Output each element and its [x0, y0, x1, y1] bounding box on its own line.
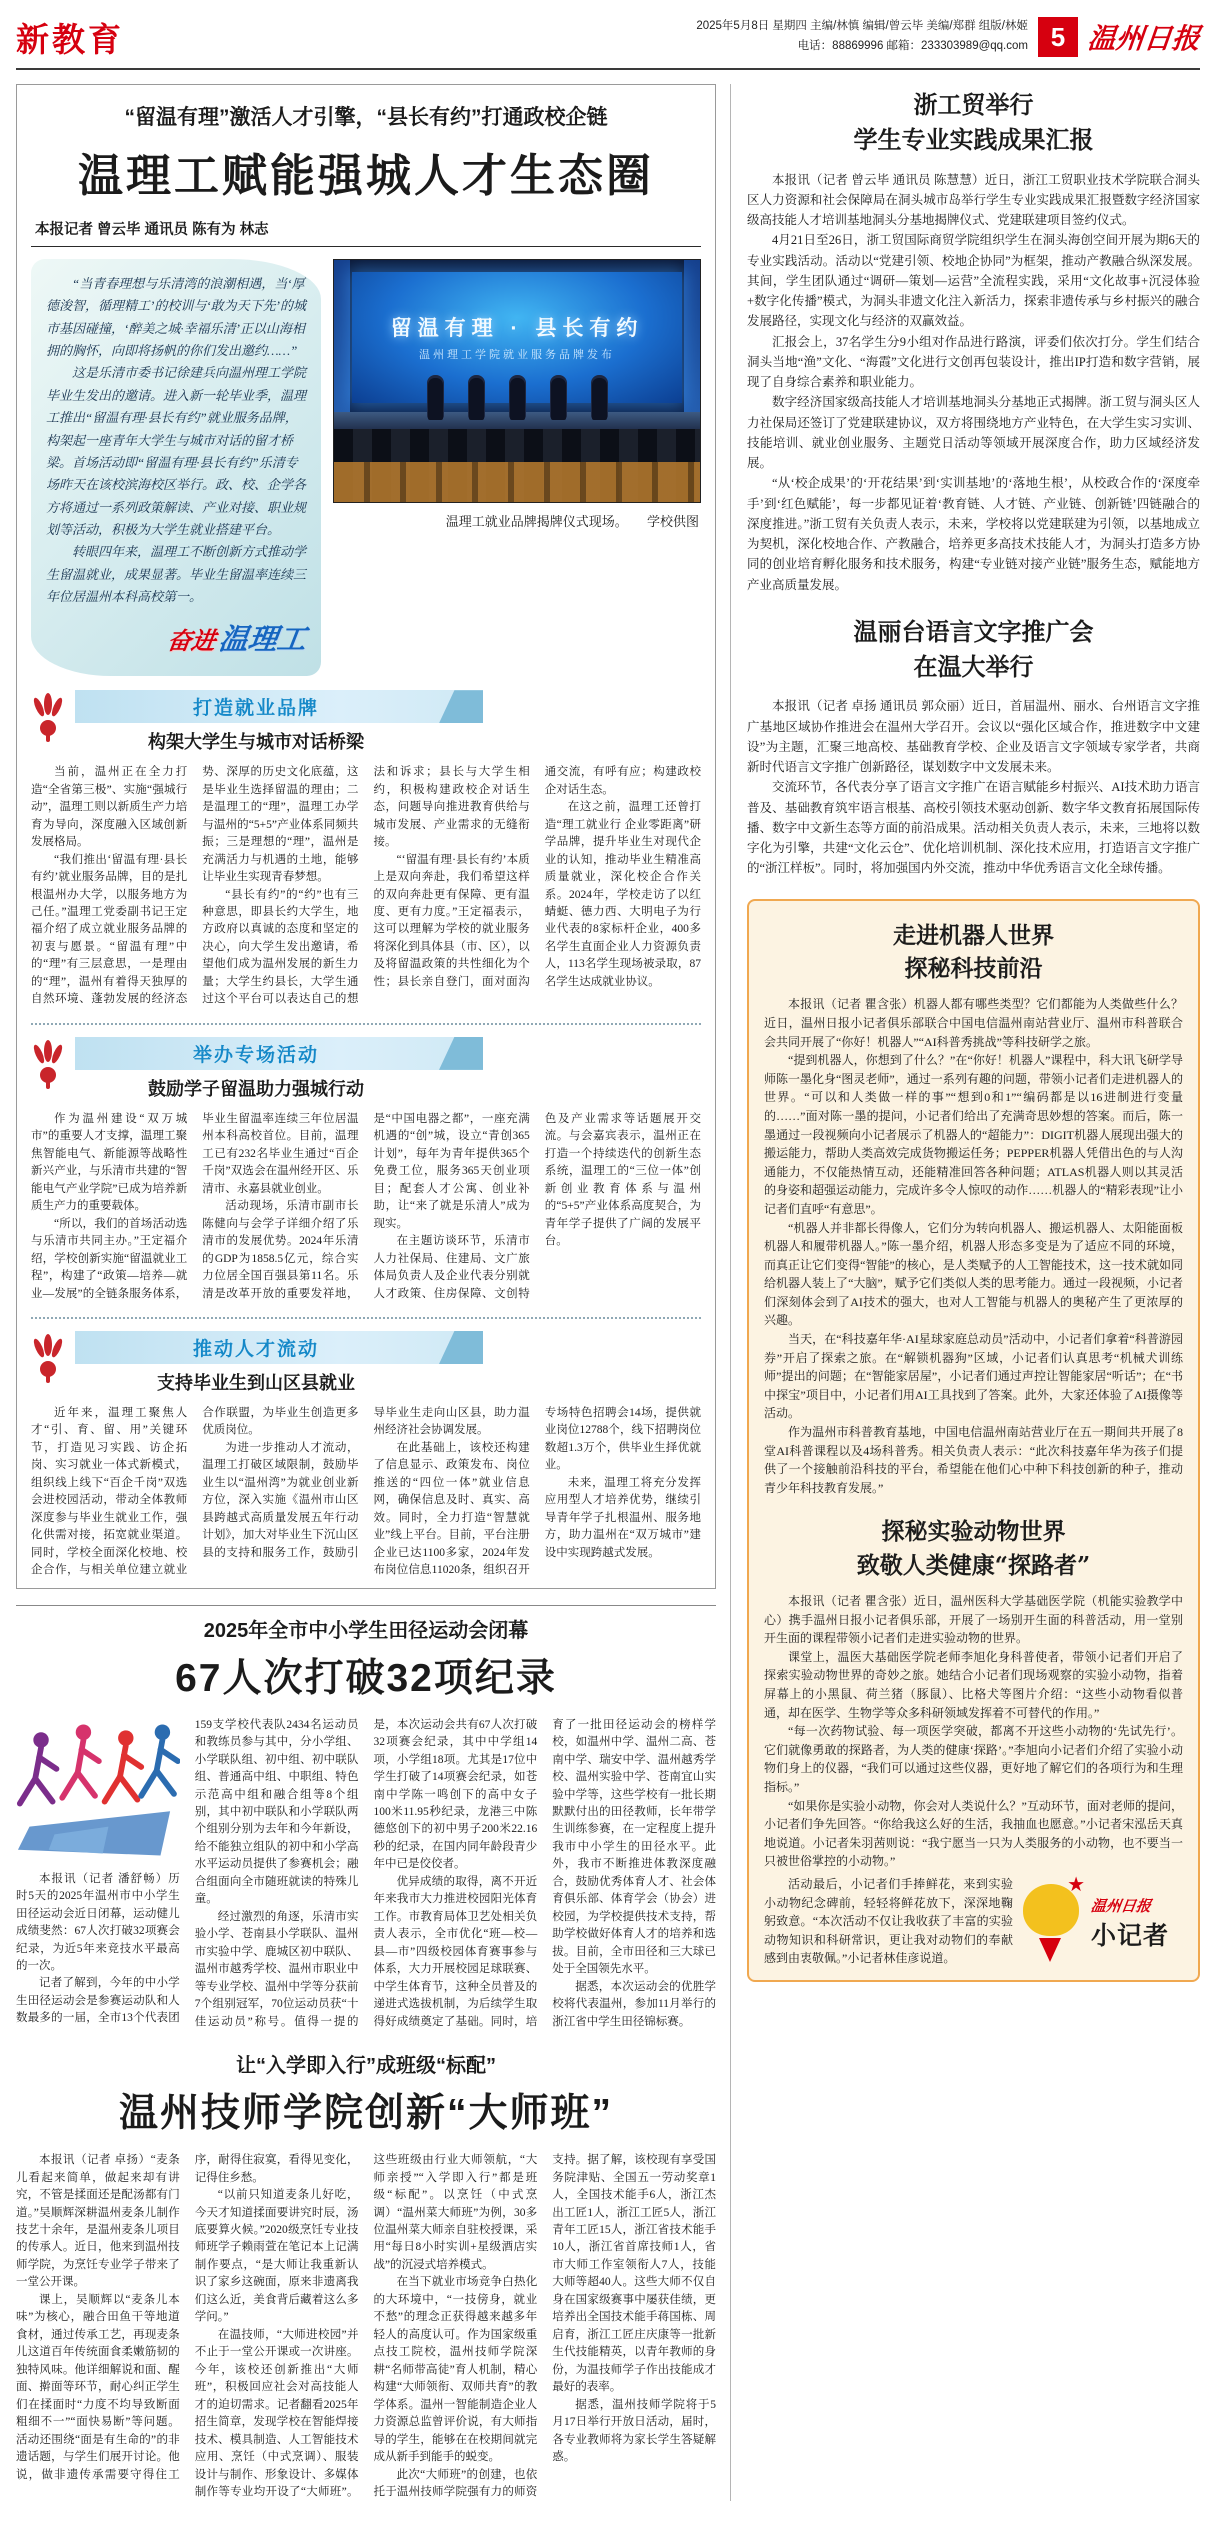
stage-people-silhouettes [334, 378, 700, 420]
right-article-paragraphs: 本报讯（记者 曾云毕 通讯员 陈慧慧）近日，浙江工贸职业技术学院联合洞头区人力资源和社会保障局在洞头城市岛举行学生专业实践成果汇报暨数字经济国家级高技能人才培训基地洞头分基地揭牌仪式、党建联建项目签约仪式。 4月21日至26日，浙工贸国际商贸学院组织学生在洞头海创空间开展为期6天的专业实践活动。活动以“党建引领、校地企协同”为框架，推动产教融合纵深发展。其间，学生团队通过“调研—策划—运营”全流程实践，采用“文化故事+沉浸体验+数字化传播”模式，为洞头非遗文化注入新活力，探索非遗传承与乡村振兴的融合发展路径，实现文化与经济的双赢效益。 汇报会上，37名学生分9小组对作品进行路演，评委们依次打分。学生们结合洞头当地“渔”文化、“海霞”文化进行文创再包装设计，推出IP打造和数字营销，展现了自身综合素养和职业能力。 数字经济国家级高技能人才培训基地洞头分基地正式揭牌。浙工贸与洞头区人力社保局还签订了党建联建协议，双方将围绕地方产业特色，在大学生实习实训、技能培训、就业创业服务、主题党日活动等领域开展深度合作，助力区域经济发展。 “从‘校企成果’的‘开花结果’到‘实训基地’的‘落地生根’，从校政合作的‘深度牵手’到‘红色赋能’，每一步都见证着‘教育链、人才链、产业链、创新链’四链融合的深度推进。”浙工贸有关负责人表示，未来，学校将以党建联建为引领，以基地成立为契机，深化校地合作、产教融合，培养更多高技术技能人才，为洞头打造多方协同的创业培育孵化服务和技术服务，构建“专业链对接产业链”服务生态，赋能地方产业高质量发展。 [747, 172, 1200, 592]
page-content [16, 84, 1200, 2501]
subsection-body [31, 1111, 701, 1303]
last-paragraph-text: 活动最后，小记者们手捧鲜花，来到实验小动物纪念碑前，轻轻将鲜花放下，深深地鞠躬致意。“本次活动不仅让我收获了丰富的实验动物知识和科研常识，更让我对动物们的奉献感到由衷敬佩。”小记者林佳彦说道。 [764, 1877, 1013, 1966]
subsection-banner [75, 1331, 483, 1364]
subsection-title: 推动人才流动 [192, 1338, 319, 1360]
subsection-title-block [75, 1037, 483, 1101]
college-paragraphs: 本报讯（记者 卓扬）“麦条儿看起来简单，做起来却有讲究，不管是揉面还是配汤都有门道。”吴顺辉深耕温州麦条儿制作技艺十余年，是温州麦条儿项目的传承人。近日，他来到温州技师学院，为烹饪专业学子带来了一堂公开课。 课上，吴顺辉以“麦条儿本味”为核心，融合田鱼干等地道食材，通过传承工艺，再现麦条儿这道百年传统面食柔嫩筋韧的独特风味。他详细解说和面、醒面、擀面等环节，耐心纠正学生们在揉面时“力度不均导致断面粗细不一”“面快易断”等问题。活动还围绕“面是有生命的”的非遗话题，与学生们展开讨论。他说，做非遗传承需要守得住工序，耐得住寂寞，看得见变化，记得住乡愁。 “以前只知道麦条儿好吃，今天才知道揉面要讲究时辰，汤底要算火候。”2020级烹饪专业技师班学子赖雨萱在笔记本上记满制作要点，“是大师让我重新认识了家乡这碗面，原来非遗离我们这么近，美食背后藏着这么多学问。” 在温技师，“大师进校园”并不止于一堂公开课或一次讲座。今年，该校还创新推出“大师班”，积极回应社会对高技能人才的迫切需求。记者翻看2025年招生简章，发现学校在智能焊接技术、模具制造、人工智能技术应用、烹饪（中式烹调）、服装设计与制作、形象设计、多媒体制作等专业均开设了“大师班”。这些班级由行业大师领航，“大师亲授”“入学即入行”都是班级“标配”。以烹饪（中式烹调）“温州菜大师班”为例，30多位温州菜大师亲自驻校授课，采用“每日8小时实训+星级酒店实战”的沉浸式培养模式。 在当下就业市场竞争白热化的大环境中，“一技傍身，就业不愁”的理念正获得越来越多年轻人的高度认可。作为国家级重点技工院校，温州技师学院深耕“名师带高徒”育人机制，精心构建“大师领衔、双师共育”的教学体系。温州一智能制造企业人力资源总监曾评价说，有大师指导的学生，能够在在校期间就完成从新手到能手的蜕变。 此次“大师班”的创建，也依托于温州技师学院强有力的师资支持。据了解，该校现有享受国务院津贴、全国五一劳动奖章1人，全国技术能手6人，浙江杰出工匠1人，浙江工匠5人，浙江青年工匠15人，浙江省技术能手10人，浙江省首席技师1人，省市大师工作室领衔人7人，技能大师等超40人。这些大师不仅自身在国家级赛事中屡获佳绩，更培养出全国技术能手蒋国栋、周启育，浙江工匠庄庆康等一批新生代技能精英，以青年教师的身份，为温技师学子作出技能成才最好的表率。 据悉，温州技师学院将于5月17日举行开放日活动，届时，各专业教师将为家长学生答疑解惑。 [16, 2154, 716, 2499]
box-spacer [764, 1497, 1183, 1511]
headline-line1: 浙工贸举行 [913, 90, 1034, 119]
mascot-label: 小记者 [1091, 1922, 1170, 1951]
dotted-divider [31, 1317, 701, 1319]
subsection-banner [75, 1037, 483, 1070]
newspaper-logo: 温州日报 [1086, 22, 1202, 55]
box-article-paragraphs: 本报讯（记者 瞿含张）机器人都有哪些类型？它们都能为人类做些什么？近日，温州日报小记者俱乐部联合中国电信温州南站营业厅、温州市科普联合会共同开展了“你好！机器人”“AI科普秀挑战”等科技研学之旅。 “提到机器人，你想到了什么？”在“你好！机器人”课程中，科大讯飞研学导师陈一墨化身“图灵老师”，通过一系列有趣的问题，带领小记者们走进机器人的世界。“可以和人类做一样的事”“想到0和1”“编码都是以16进制进行变量的……”面对陈一墨的提问，小记者们给出了充满奇思妙想的答案。而后，陈一墨通过一段视频向小记者展示了机器人的“超能力”：DIGIT机器人展现出强大的搬运能力，帮助人类高效完成货物搬运任务；PEPPER机器人凭借出色的与人沟通能力，不仅能热情互动，还能精准回答各种问题；ATLAS机器人则以其灵活的身姿和超强运动能力，完成许多令人惊叹的动作……机器人的“精彩表现”让小记者们直呼“有意思”。 “机器人并非都长得像人，它们分为转向机器人、搬运机器人、太阳能面板机器人和履带机器人。”陈一墨介绍，机器人形态多变是为了适应不同的环境，而真正让它们变得“智能”的核心，是人类赋予的人工智能技术，这一技术就如同给机器人装上了“大脑”，赋予它们类似人类的思考能力。通过一段视频，小记者们深刻体会到了AI技术的强大，也对人工智能与机器人的奥秘产生了更浓厚的兴趣。 当天，在“科技嘉年华·AI星球家庭总动员”活动中，小记者们拿着“科普游园券”开启了探索之旅。在“解锁机器狗”区域，小记者们认真思考“机械犬训练师”提出的问题；在“智能家居屋”，小记者们通过声控让智能家居“听话”；在“书中探宝”项目中，小记者们用AI工具找到了答案。此外，大家还体验了AI摄像等活动。 作为温州市科普教育基地，中国电信温州南站营业厅在五一期间共开展了8堂AI科普课程以及4场科普秀。相关负责人表示：“此次科技嘉年华为孩子们提供了一个接触前沿科技的平台，希望能在他们心中种下科技创新的种子，推动青少年科技教育发展。” [764, 997, 1183, 1495]
headline-line2: 在温大举行 [913, 651, 1034, 681]
photo-caption [335, 511, 699, 530]
subsection-subtitle: 支持毕业生到山区县就业 [157, 1372, 355, 1393]
box-article-paragraphs: 本报讯（记者 瞿含张）近日，温州医科大学基础医学院（机能实验教学中心）携手温州日报小记者俱乐部，开展了一场别开生面的科普活动，用一堂别开生面的课程带领小记者们走进实验动物的世界。 课堂上，温医大基础医学院老师李旭化身科普使者，带领小记者们开启了探索实验动物世界的奇妙之旅。她结合小记者们现场观察的实验小动物，指着屏幕上的小黑鼠、荷兰猪（豚鼠）、比格犬等图片介绍：“这些小动物看似普通，却在医学、生物学等众多科研领域发挥着不可替代的作用。” “每一次药物试验、每一项医学突破，都离不开这些小动物的‘先试先行’。它们就像勇敢的探路者，为人类的健康‘探路’。”李旭向小记者们介绍了实验小动物们身上的仪器，“我们可以通过这些仪器，更好地了解它们的各项行为和生理指标。” “如果你是实验小动物，你会对人类说什么？”互动环节，面对老师的提问，小记者们争先回答。“你给我这么好的生活，我抽血也愿意。”小记者宋泓岳天真地说道。小记者朱羽茜则说：“我宁愿当一只为人类服务的小动物，也不要当一只被世俗掌控的小动物。” [764, 1594, 1183, 1869]
header-divider [16, 68, 1200, 70]
sports-paragraphs: 本报讯（记者 潘舒畅）历时5天的2025年温州市中小学生田径运动会近日闭幕，运动健儿成绩斐然：67人次打破32项赛会纪录，为近5年来竞技水平最高的一次。 记者了解到，今年的中小学生田径运动会是参赛运动队和人数最多的一届，全市13个代表团159支学校代表队2434名运动员和教练员参与其中，分小学组、小学联队组、初中组、初中联队组、普通高中组、中职组、特色示范高中组和融合组等8个组别，其中初中联队和小学联队两个组别分别为去年和今年新设，给不能独立组队的初中和小学高水平运动员提供了参赛机会；融合组面向全市随班就读的特殊儿童。 经过激烈的角逐，乐清市实验小学、苍南县小学联队、温州市实验中学、鹿城区初中联队、温州市越秀学校、温州市职业中等专业学校、温州中学等分获前7个组别冠军，70位运动员获“十佳运动员”称号。值得一提的是，本次运动会共有67人次打破32项赛会纪录，其中中学组14项，小学组18项。尤其是17位中学生打破了14项赛会纪录，如苍南中学陈一鸣创下的高中女子100米11.95秒纪录，龙港三中陈德悠创下的初中男子200米22.16秒的纪录，在国内同年龄段青少年中已是佼佼者。 优异成绩的取得，离不开近年来我市大力推进校园阳光体育工作。市教育局体卫艺处相关负责人表示，全市优化“班—校—县—市”四级校园体育赛事参与体系，大力开展校园足球联赛、中学生体育节，这种全员普及的递进式选拔机制，为后续学生取得好成绩奠定了基础。同时，培育了一批田径运动会的榜样学校，如温州中学、温州二高、苍南中学、瑞安中学、温州越秀学校、温州实验中学、苍南宜山实验中学等，这些学校有一批长期默默付出的田径教师，长年带学生训练参赛，在一定程度上提升我市中小学生的田径水平。此外，我市不断推进体教深度融合，鼓励优秀体育人才、社会体育俱乐部、体育学会（协会）进校园，为学校提供技术支持，帮助学校做好体育人才的培养和选拔。目前，全市田径和三大球已处于全国领先水平。 据悉，本次运动会的优胜学校将代表温州，参加11月举行的浙江省中学生田径锦标赛。 [16, 1718, 716, 2028]
lead-paragraphs: “当青春理想与乐清湾的浪潮相遇，当‘厚德浚智，循理精工’的校训与‘敢为天下先’的城市基因碰撞，‘醉美之城·幸福乐清’正以山海相拥的胸怀，向即将扬帆的你们发出邀约……” 这是乐清市委书记徐建兵向温州理工学院毕业生发出的邀请。进入新一轮毕业季，温理工推出“留温有理·县长有约”就业服务品牌，构架起一座青年大学生与城市对话的留才桥梁。首场活动即“留温有理·县长有约”乐清专场昨天在该校滨海校区举行。政、校、企学各方将通过一系列政策解读、产业对接、职业规划等活动，积极为大学生就业搭建平台。 转眼四年来，温理工不断创新方式推动学生留温就业，成果显著。毕业生留温率连续三年位居温州本科高校第一。 [46, 276, 307, 605]
sports-headline: 67人次打破32项纪录 [175, 1656, 557, 1700]
section-name: 新教育 [16, 20, 124, 58]
headline-line1: 温丽台语言文字推广会 [853, 616, 1094, 646]
college-headline: 温州技师学院创新“大师班” [118, 2092, 613, 2136]
subsection-talent-flow [31, 1331, 701, 1580]
photo-credit: 学校供图 [646, 514, 699, 529]
subsection-title: 打造就业品牌 [192, 698, 319, 720]
contact-line: 电话：88869996 邮箱：233303989@qq.com [797, 40, 1028, 52]
box-article-body [764, 995, 1183, 1497]
subsection-header [33, 690, 483, 754]
subsection-subtitle: 鼓励学子留温助力强城行动 [148, 1078, 364, 1099]
headline-line1: 走进机器人世界 [893, 921, 1054, 949]
right-article-body [747, 170, 1200, 595]
stage-photo [333, 259, 701, 503]
shuttlecock-icon [33, 690, 67, 754]
subsection-body [31, 764, 701, 1009]
mascot-row [764, 1875, 1183, 1968]
campaign-logo-blue: 温理工 [216, 624, 309, 657]
mascot-text-block [1091, 1895, 1169, 1952]
publication-info [696, 17, 1028, 56]
main-article-lead-row [31, 259, 701, 676]
right-column [730, 84, 1200, 2501]
right-article-headline [747, 615, 1200, 685]
mascot-figure-icon [1023, 1873, 1085, 1964]
box-article-headline [764, 919, 1183, 986]
campaign-logo-red: 奋进 [165, 628, 218, 656]
box-article-robots [764, 919, 1183, 1498]
subsection-header [33, 1331, 483, 1395]
subsection-body [31, 1405, 701, 1580]
junior-reporter-box [747, 899, 1200, 1982]
main-article-byline: 本报记者 曾云毕 通讯员 陈有为 林志 [31, 218, 701, 247]
right-article-language [747, 615, 1200, 879]
led-screen-subtext: 温州理工学院就业服务品牌发布 [419, 349, 615, 362]
right-article-body [747, 696, 1200, 878]
dotted-divider [31, 1023, 701, 1025]
subsection-special-events [31, 1037, 701, 1303]
page-number-badge: 5 [1038, 17, 1078, 57]
headline-line1: 探秘实验动物世界 [881, 1518, 1066, 1546]
mascot-brand: 温州日报 [1089, 1899, 1152, 1916]
red-scarf-icon [1039, 1938, 1061, 1962]
subsection-paragraphs: 当前，温州正在全力打造“全省第三极”、实施“强城行动”，温理工则以新质生产力培育为导向，深度融入区域创新发展格局。 “我们推出‘留温有理·县长有约’就业服务品牌，目的是扎根温州办大学，以服务地方为己任。”温理工党委副书记王定福介绍了成立就业服务品牌的初衷与愿景。“留温有理”中的“理”有三层意思，一是理由的“理”，温州有着得天独厚的自然环境、蓬勃发展的经济态势、深厚的历史文化底蕴，这是毕业生选择留温的理由；二是温理工的“理”，温理工办学与温州的“5+5”产业体系同频共振；三是理想的“理”，温州是充满活力与机遇的土地，能够让毕业生实现青春梦想。 “县长有约”的“约”也有三种意思，即县长约大学生，地方政府以真诚的态度和坚定的决心，向大学生发出邀请，希望他们成为温州发展的新生力量；大学生约县长，大学生通过这个平台可以表达自己的想法和诉求；县长与大学生相约，积极构建政校企对话生态，问题导向推进教育供给与城市发展、产业需求的无缝衔接。 “‘留温有理·县长有约’本质上是双向奔赴，我们希望这样的双向奔赴更有保障、更有温度、更有力度。”王定福表示，这可以理解为学校的就业服务将深化到具体县（市、区），以及将留温政策的共性细化为个性；县长亲自登门，面对面沟通交流，有呼有应；构建政校企对话生态。 在这之前，温理工还曾打造“理工就业行 企业零距离”研学品牌，提升毕业生对现代企业的认知，推动毕业生精准高质量就业，深化校企合作关系。2024年，学校走访了以红蜻蜓、德力西、大明电子为行业代表的8家标杆企业，400多名学生直面企业人力资源负责人，113名学生现场被录取，87名学生达成就业协议。 [31, 766, 701, 1006]
masthead-right [696, 17, 1200, 57]
college-article [16, 2049, 716, 2501]
main-article-headline: 温理工赋能强城人才生态圈 [77, 150, 654, 201]
shuttlecock-icon [33, 1331, 67, 1395]
box-article-body [764, 1592, 1183, 1871]
right-article-vocational [747, 88, 1200, 595]
box-article-lab-animals [764, 1515, 1183, 1968]
star-icon: ★ [1067, 1873, 1085, 1896]
page-header [16, 10, 1200, 64]
college-kicker: 让“入学即入行”成班级“标配” [236, 2055, 496, 2078]
junior-reporter-mascot [1023, 1873, 1183, 1968]
right-article-headline [747, 88, 1200, 158]
main-photo-figure [333, 259, 701, 676]
subsection-header [33, 1037, 483, 1101]
campaign-logo [42, 616, 309, 666]
main-article [16, 84, 716, 1589]
box-article-headline [764, 1515, 1183, 1582]
led-screen-text: 留温有理 · 县长有约 [390, 317, 644, 341]
runners-illustration [16, 1717, 180, 1865]
shuttlecock-icon [33, 1037, 67, 1101]
headline-line2: 探秘科技前沿 [904, 955, 1043, 983]
subsection-paragraphs: 近年来，温理工聚焦人才“引、育、留、用”关键环节，打造见习实践、访企拓岗、实习就业一体式新模式，组织线上线下“百企千岗”双选会进校园活动，带动全体教师深度参与毕业生就业工作，强化供需对接，拓宽就业渠道。同时，学校全面深化校地、校企合作，与相关单位建立就业合作联盟，为毕业生创造更多优质岗位。 为进一步推动人才流动，温理工打破区域限制，鼓励毕业生以“温州湾”为就业创业新方位，深入实施《温州市山区县跨越式高质量发展五年行动计划》，加大对毕业生下沉山区县的支持和服务工作，鼓励引导毕业生走向山区县，助力温州经济社会协调发展。 在此基础上，该校还构建了信息显示、政策发布、岗位推送的“四位一体”就业信息网，确保信息及时、真实、高效。同时，全力打造“智慧就业”线上平台。目前，平台注册企业已达1100多家，2024年发布岗位信息11020条，组织召开专场特色招聘会14场，提供就业岗位12788个，线下招聘岗位数超1.3万个，供毕业生择优就业。 未来，温理工将充分发挥应用型人才培养优势，继续引导青年学子扎根温州、服务地方，助力温州在“双万城市”建设中实现跨越式发展。 [31, 1406, 701, 1577]
subsection-subtitle: 构架大学生与城市对话桥梁 [148, 732, 364, 753]
right-article-paragraphs: 本报讯（记者 卓扬 通讯员 郭众丽）近日，首届温州、丽水、台州语言文字推广基地区域协作推进会在温州大学召开。会议以“强化区域合作，推进数字中文建设”为主题，汇聚三地高校、基础教育学校、企业及语言文字领域专家学者，共商新时代语言文字推广创新路径，谋划数字中文发展未来。 交流环节，各代表分享了语言文字推广在语言赋能乡村振兴、AI技术助力语言普及、基础教育筑牢语言根基、高校引领技术驱动创新、数字华文教育拓展国际传播、数字中文新生态等方面的前沿成果。活动相关负责人表示，未来，三地将以数字化为引擎，共建“文化云仓”、优化培训机制、深化技术应用，打造语言文字推广的“浙江样板”。同时，将加强国内外交流，推动中华优秀语言文化全球传播。 [747, 699, 1200, 876]
subsection-employment-brand [31, 690, 701, 1009]
audience-silhouettes [334, 429, 700, 502]
college-body [16, 2152, 716, 2501]
subsection-banner [75, 690, 483, 723]
subsection-title: 举办专场活动 [192, 1044, 319, 1066]
photo-caption-text: 温理工就业品牌揭牌仪式现场。 [445, 514, 628, 529]
sports-article [16, 1614, 716, 2031]
lead-text-block [31, 259, 321, 676]
headline-line2: 学生专业实践成果汇报 [853, 124, 1094, 154]
subsection-title-block [75, 1331, 483, 1395]
subsection-title-block [75, 690, 483, 754]
sports-kicker: 2025年全市中小学生田径运动会闭幕 [203, 1619, 529, 1642]
sports-body [16, 1717, 716, 2031]
main-article-kicker: “留温有理”激活人才引擎，“县长有约”打通政校企链 [124, 106, 608, 129]
subsection-paragraphs: 作为温州建设“双万城市”的重要人才支撑，温理工聚焦智能电气、新能源等战略性新兴产业，与乐清市共建的“智能电气产业学院”已成为培养新质生产力的重要载体。 “所以，我们的首场活动选与乐清市共同主办。”王定福介绍，学校创新实施“留温就业工程”，构建了“政策—培养—就业—发展”的全链条服务体系，毕业生留温率连续三年位居温州本科高校首位。目前，温理工已有232名毕业生通过“百企千岗”双选会在温州经开区、乐清市、永嘉县就业创业。 活动现场，乐清市副市长陈健向与会学子详细介绍了乐清市的发展优势。2024年乐清的GDP为1858.5亿元，综合实力位居全国百强县第11名。乐清是改革开放的重要发祥地，是“中国电器之都”，一座充满机遇的“创”城，设立“青创365计划”，每年为青年提供365个免费工位，服务365天创业项目；配套人才公寓、创业补助，让“来了就是乐清人”成为现实。 在主题访谈环节，乐清市人力社保局、住建局、文广旅体局负责人及企业代表分别就人才政策、住房保障、文创特色及产业需求等话题展开交流。与会嘉宾表示，温州正在打造一个持续迭代的创新生态系统，温理工的“三位一体”创新创业教育体系与温州的“5+5”产业体系高度契合，为青年学子提供了广阔的发展平台。 [31, 1112, 701, 1300]
horizontal-rule [16, 1605, 716, 1606]
box-article-last-paragraph [764, 1875, 1013, 1968]
left-column [16, 84, 716, 2501]
date-line: 2025年5月8日 星期四 主编/林慎 编辑/曾云毕 美编/郑群 组版/林姬 [696, 20, 1028, 33]
headline-line2: 致敬人类健康“探路者” [856, 1551, 1091, 1579]
